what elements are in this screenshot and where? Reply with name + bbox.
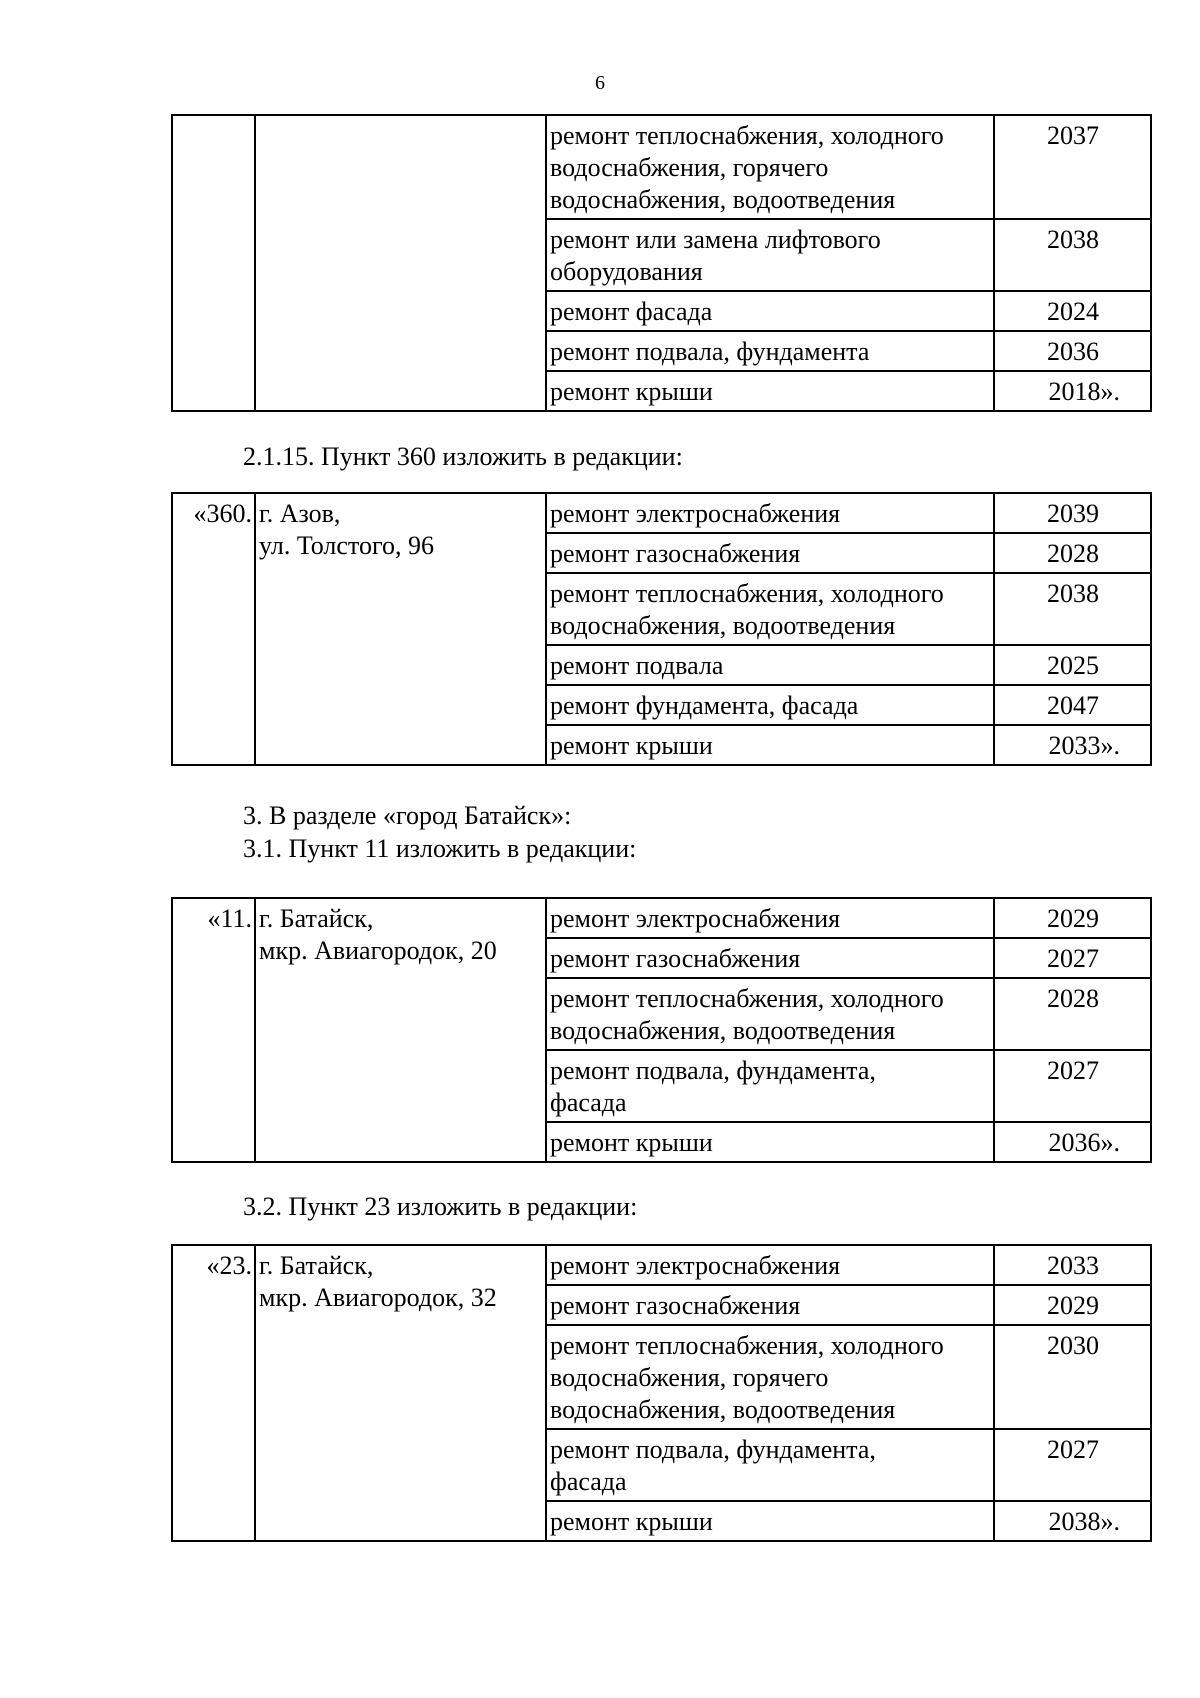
year-cell: 2038». [994,1501,1151,1541]
table-row [172,1245,1151,1285]
year-cell: 2028 [994,978,1151,1050]
work-type-cell: ремонт электроснабжения [546,1245,994,1285]
work-type-cell: ремонт теплоснабжения, холодного водоснабжения, водоотведения [546,573,994,645]
year-cell: 2029 [994,1285,1151,1325]
work-type-cell: ремонт электроснабжения [546,898,994,938]
year-cell: 2037 [994,115,1151,219]
year-cell: 2029 [994,898,1151,938]
year-cell: 2028 [994,533,1151,573]
address-cell: г. Батайск, мкр. Авиагородок, 20 [255,898,546,1162]
work-type-cell: ремонт крыши [546,371,994,411]
work-type-cell: ремонт подвала, фундамента [546,331,994,371]
work-type-cell: ремонт электроснабжения [546,493,994,533]
work-type-cell: ремонт фундамента, фасада [546,685,994,725]
address-cell: г. Батайск, мкр. Авиагородок, 32 [255,1245,546,1541]
works-table-item-360 [171,492,1152,766]
item-number-cell [172,115,255,411]
works-table-continued [171,114,1152,412]
year-cell: 2030 [994,1325,1151,1429]
year-cell: 2018». [994,371,1151,411]
section-heading: 3. В разделе «город Батайск»: [243,801,572,830]
paragraph-heading: 3.1. Пункт 11 изложить в редакции: [243,834,637,863]
paragraph-heading: 3.2. Пункт 23 изложить в редакции: [243,1192,638,1221]
year-cell: 2024 [994,291,1151,331]
year-cell: 2027 [994,1429,1151,1501]
work-type-cell: ремонт газоснабжения [546,533,994,573]
paragraph-heading: 2.1.15. Пункт 360 изложить в редакции: [243,442,683,471]
work-type-cell: ремонт газоснабжения [546,938,994,978]
year-cell: 2038 [994,573,1151,645]
work-type-cell: ремонт крыши [546,1501,994,1541]
works-table-item-23 [171,1244,1152,1542]
table-row [172,898,1151,938]
address-cell [255,115,546,411]
works-table-item-11 [171,897,1152,1163]
item-number-cell: «11. [172,898,255,1162]
year-cell: 2038 [994,219,1151,291]
work-type-cell: ремонт подвала [546,645,994,685]
work-type-cell: ремонт подвала, фундамента, фасада [546,1429,994,1501]
work-type-cell: ремонт теплоснабжения, холодного водоснабжения, водоотведения [546,978,994,1050]
item-number-cell: «23. [172,1245,255,1541]
table-row [172,493,1151,533]
year-cell: 2033». [994,725,1151,765]
table-row [172,115,1151,219]
work-type-cell: ремонт газоснабжения [546,1285,994,1325]
year-cell: 2047 [994,685,1151,725]
item-number-cell: «360. [172,493,255,765]
year-cell: 2027 [994,1050,1151,1122]
work-type-cell: ремонт фасада [546,291,994,331]
year-cell: 2036 [994,331,1151,371]
work-type-cell: ремонт подвала, фундамента, фасада [546,1050,994,1122]
address-cell: г. Азов, ул. Толстого, 96 [255,493,546,765]
work-type-cell: ремонт крыши [546,725,994,765]
year-cell: 2039 [994,493,1151,533]
page-number: 6 [595,72,605,94]
work-type-cell: ремонт крыши [546,1122,994,1162]
year-cell: 2033 [994,1245,1151,1285]
work-type-cell: ремонт или замена лифтового оборудования [546,219,994,291]
year-cell: 2036». [994,1122,1151,1162]
year-cell: 2025 [994,645,1151,685]
work-type-cell: ремонт теплоснабжения, холодного водоснабжения, горячего водоснабжения, водоотведения [546,115,994,219]
year-cell: 2027 [994,938,1151,978]
work-type-cell: ремонт теплоснабжения, холодного водоснабжения, горячего водоснабжения, водоотведения [546,1325,994,1429]
